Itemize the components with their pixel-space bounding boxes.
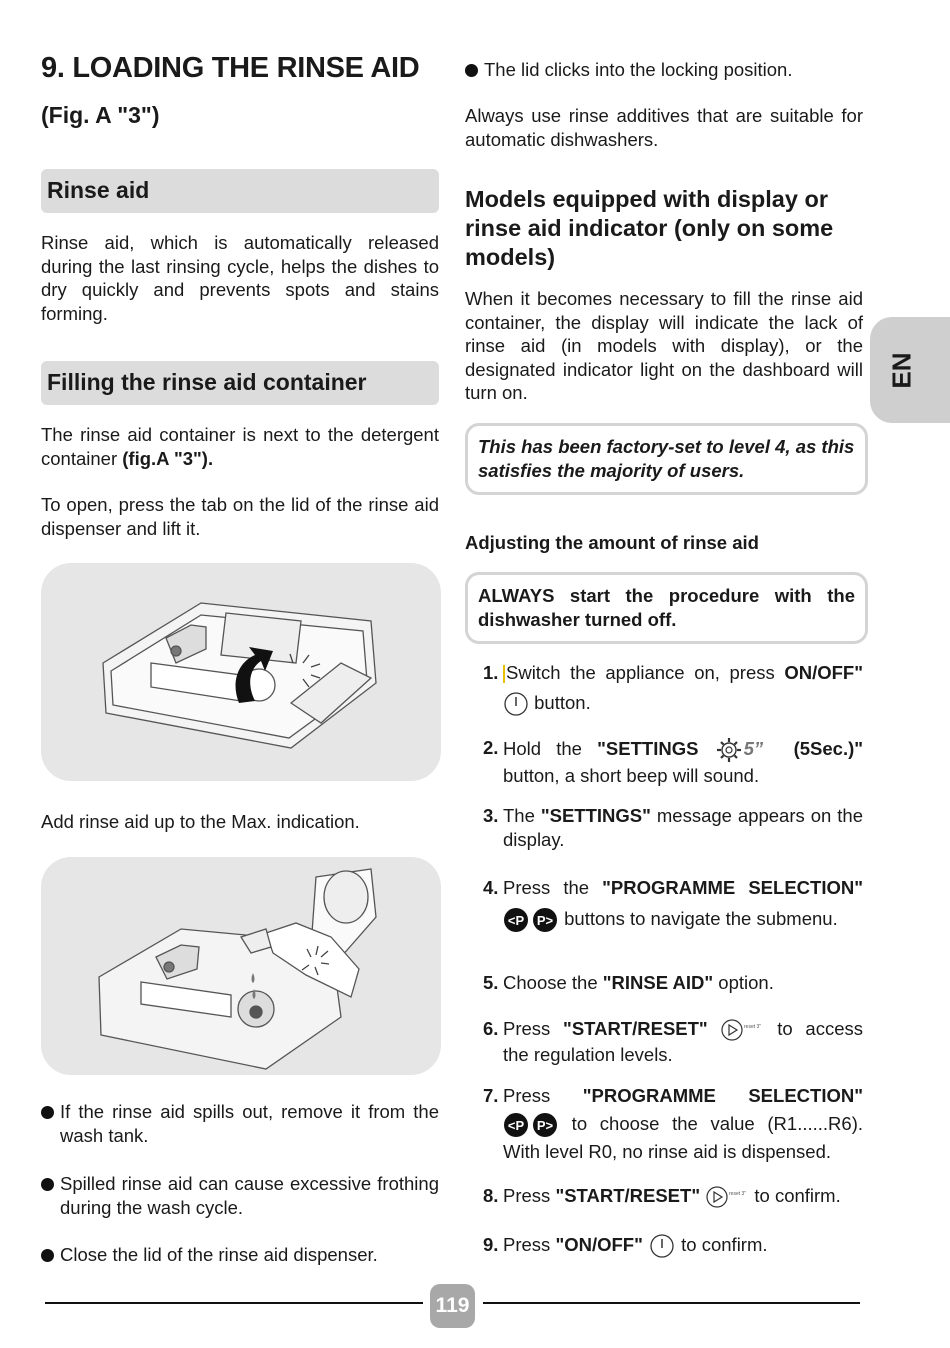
bullet-dot: [465, 64, 478, 77]
step-4: [483, 872, 863, 934]
reset-icon-label: reset 3": [744, 1024, 762, 1031]
bullet-text: The lid clicks into the locking position.: [484, 59, 793, 80]
figure-pour-rinse-aid: [41, 857, 441, 1075]
step-text: button.: [529, 692, 591, 713]
dispenser-open-illustration: [41, 563, 441, 781]
bullet-text: If the rinse aid spills out, remove it from the wash tank.: [60, 1101, 439, 1146]
step-text: to confirm.: [749, 1185, 841, 1206]
models-text: When it becomes necessary to fill the rinse aid container, the display will indicate the lack of rinse aid (in models with display), or the designated indicator light on the dashboard will turn on.: [465, 288, 863, 403]
filling-text-1: [41, 423, 439, 470]
language-tab: [870, 317, 950, 423]
step-9: [483, 1233, 863, 1259]
step-number: 1.: [483, 662, 499, 683]
programme-selection-icons: [503, 1112, 559, 1138]
step-bold: "PROGRAMME SELECTION": [582, 1085, 863, 1106]
adjusting-heading: Adjusting the amount of rinse aid: [465, 532, 759, 553]
bullet-dot: [41, 1178, 54, 1191]
svg-text:<P: <P: [507, 913, 525, 929]
bullet-text: Close the lid of the rinse aid dispenser.: [60, 1244, 378, 1265]
step-8: [483, 1184, 863, 1210]
svg-text:P>: P>: [536, 913, 554, 929]
step-2: [483, 736, 863, 788]
step-text: to access the regulation levels.: [503, 1018, 863, 1066]
step-text: Press: [503, 1234, 556, 1255]
step-text: Choose the: [503, 972, 603, 993]
step-text: to confirm.: [676, 1234, 768, 1255]
svg-text:P>: P>: [536, 1118, 554, 1134]
factory-setting-note: This has been factory-set to level 4, as this satisfies the majority of users.: [465, 423, 868, 495]
step-1: [483, 658, 863, 718]
bullet-spill-remove: [41, 1100, 439, 1147]
figure-open-dispenser: [41, 563, 441, 781]
start-reset-icon: [705, 1184, 749, 1210]
page-number: 119: [430, 1284, 475, 1328]
section-title: 9. LOADING THE RINSE AID: [41, 52, 420, 84]
step-bold: "START/RESET": [563, 1018, 708, 1039]
rinse-aid-heading-band: [41, 169, 439, 213]
step-text: Press: [503, 1185, 556, 1206]
bullet-dot: [41, 1249, 54, 1262]
step-7: [483, 1082, 863, 1166]
step-text: button, a short beep will sound.: [503, 765, 760, 786]
step-5: [483, 971, 863, 995]
gear-icon: [714, 736, 744, 764]
step-text: The: [503, 805, 541, 826]
svg-text:<P: <P: [507, 1118, 525, 1134]
filling-heading: Filling the rinse aid container: [47, 369, 367, 395]
bullet-dot: [41, 1106, 54, 1119]
warning-box: ALWAYS start the procedure with the dishwasher turned off.: [465, 572, 868, 644]
filling-heading-band: [41, 361, 439, 405]
step-bold: "SETTINGS: [597, 737, 699, 759]
step-number: 5.: [483, 972, 499, 993]
filling-text-1b: (fig.A "3").: [122, 447, 214, 469]
step-bold: "SETTINGS": [540, 805, 651, 826]
step-number: 4.: [483, 877, 499, 898]
step-number: 6.: [483, 1018, 499, 1039]
footer-rule-right: [483, 1302, 860, 1304]
step-number: 8.: [483, 1185, 499, 1206]
step-3: [483, 804, 863, 852]
step-number: 7.: [483, 1085, 499, 1106]
step-bold: ON/OFF": [784, 662, 863, 683]
step-text: option.: [713, 972, 774, 993]
cursor-mark: [503, 665, 505, 683]
rinse-aid-text: Rinse aid, which is automatically released during the last rinsing cycle, helps the dishes to dry quickly and prevents spots and stains forming.: [41, 232, 439, 324]
bullet-close-lid: [41, 1243, 439, 1267]
pour-rinse-aid-illustration: [41, 857, 441, 1075]
step-text: Press: [503, 1018, 564, 1039]
programme-selection-icons: [503, 907, 559, 933]
step-bold: "PROGRAMME SELECTION": [602, 877, 863, 898]
step-number: 9.: [483, 1234, 499, 1255]
rinse-aid-heading: Rinse aid: [47, 177, 150, 203]
settings-icon-label: 5”: [743, 737, 764, 759]
section-subtitle: (Fig. A "3"): [41, 102, 160, 128]
step-text: message appears on the display.: [503, 805, 863, 850]
step-number: 2.: [483, 737, 499, 758]
step-text: buttons to navigate the submenu.: [559, 908, 838, 929]
reset-icon-label: reset 3": [729, 1191, 747, 1198]
power-icon: [503, 691, 529, 717]
rinse-additives-note: Always use rinse additives that are suitable for automatic dishwashers.: [465, 105, 863, 150]
step-text: Hold the: [503, 737, 598, 759]
step-text: Press the: [503, 877, 603, 898]
step-6: [483, 1017, 863, 1067]
step-text: Press: [503, 1085, 583, 1106]
filling-text-2: To open, press the tab on the lid of the rinse aid dispenser and lift it.: [41, 494, 439, 539]
filling-text-1a: The rinse aid container is next to the detergent container: [41, 424, 439, 469]
power-icon: [648, 1233, 676, 1259]
step-text: Switch the appliance on, press: [506, 662, 785, 683]
step-number: 3.: [483, 805, 499, 826]
step-bold: (5Sec.)": [793, 737, 864, 759]
bullet-text: Spilled rinse aid can cause excessive frothing during the wash cycle.: [60, 1173, 439, 1218]
footer-rule-left: [45, 1302, 423, 1304]
add-rinse-aid-caption: Add rinse aid up to the Max. indication.: [41, 811, 360, 832]
step-text: to choose the value (R1......R6). With level R0, no rinse aid is dispensed.: [503, 1113, 863, 1163]
language-tab-label: EN: [886, 352, 917, 389]
bullet-lid-clicks: [465, 58, 863, 82]
step-bold: "ON/OFF": [555, 1234, 643, 1255]
step-bold: "RINSE AID": [602, 972, 714, 993]
start-reset-icon: [720, 1017, 764, 1043]
bullet-spill-frothing: [41, 1172, 439, 1219]
step-bold: "START/RESET": [555, 1185, 701, 1206]
models-heading: Models equipped with display or rinse aid indicator (only on some models): [465, 186, 834, 270]
